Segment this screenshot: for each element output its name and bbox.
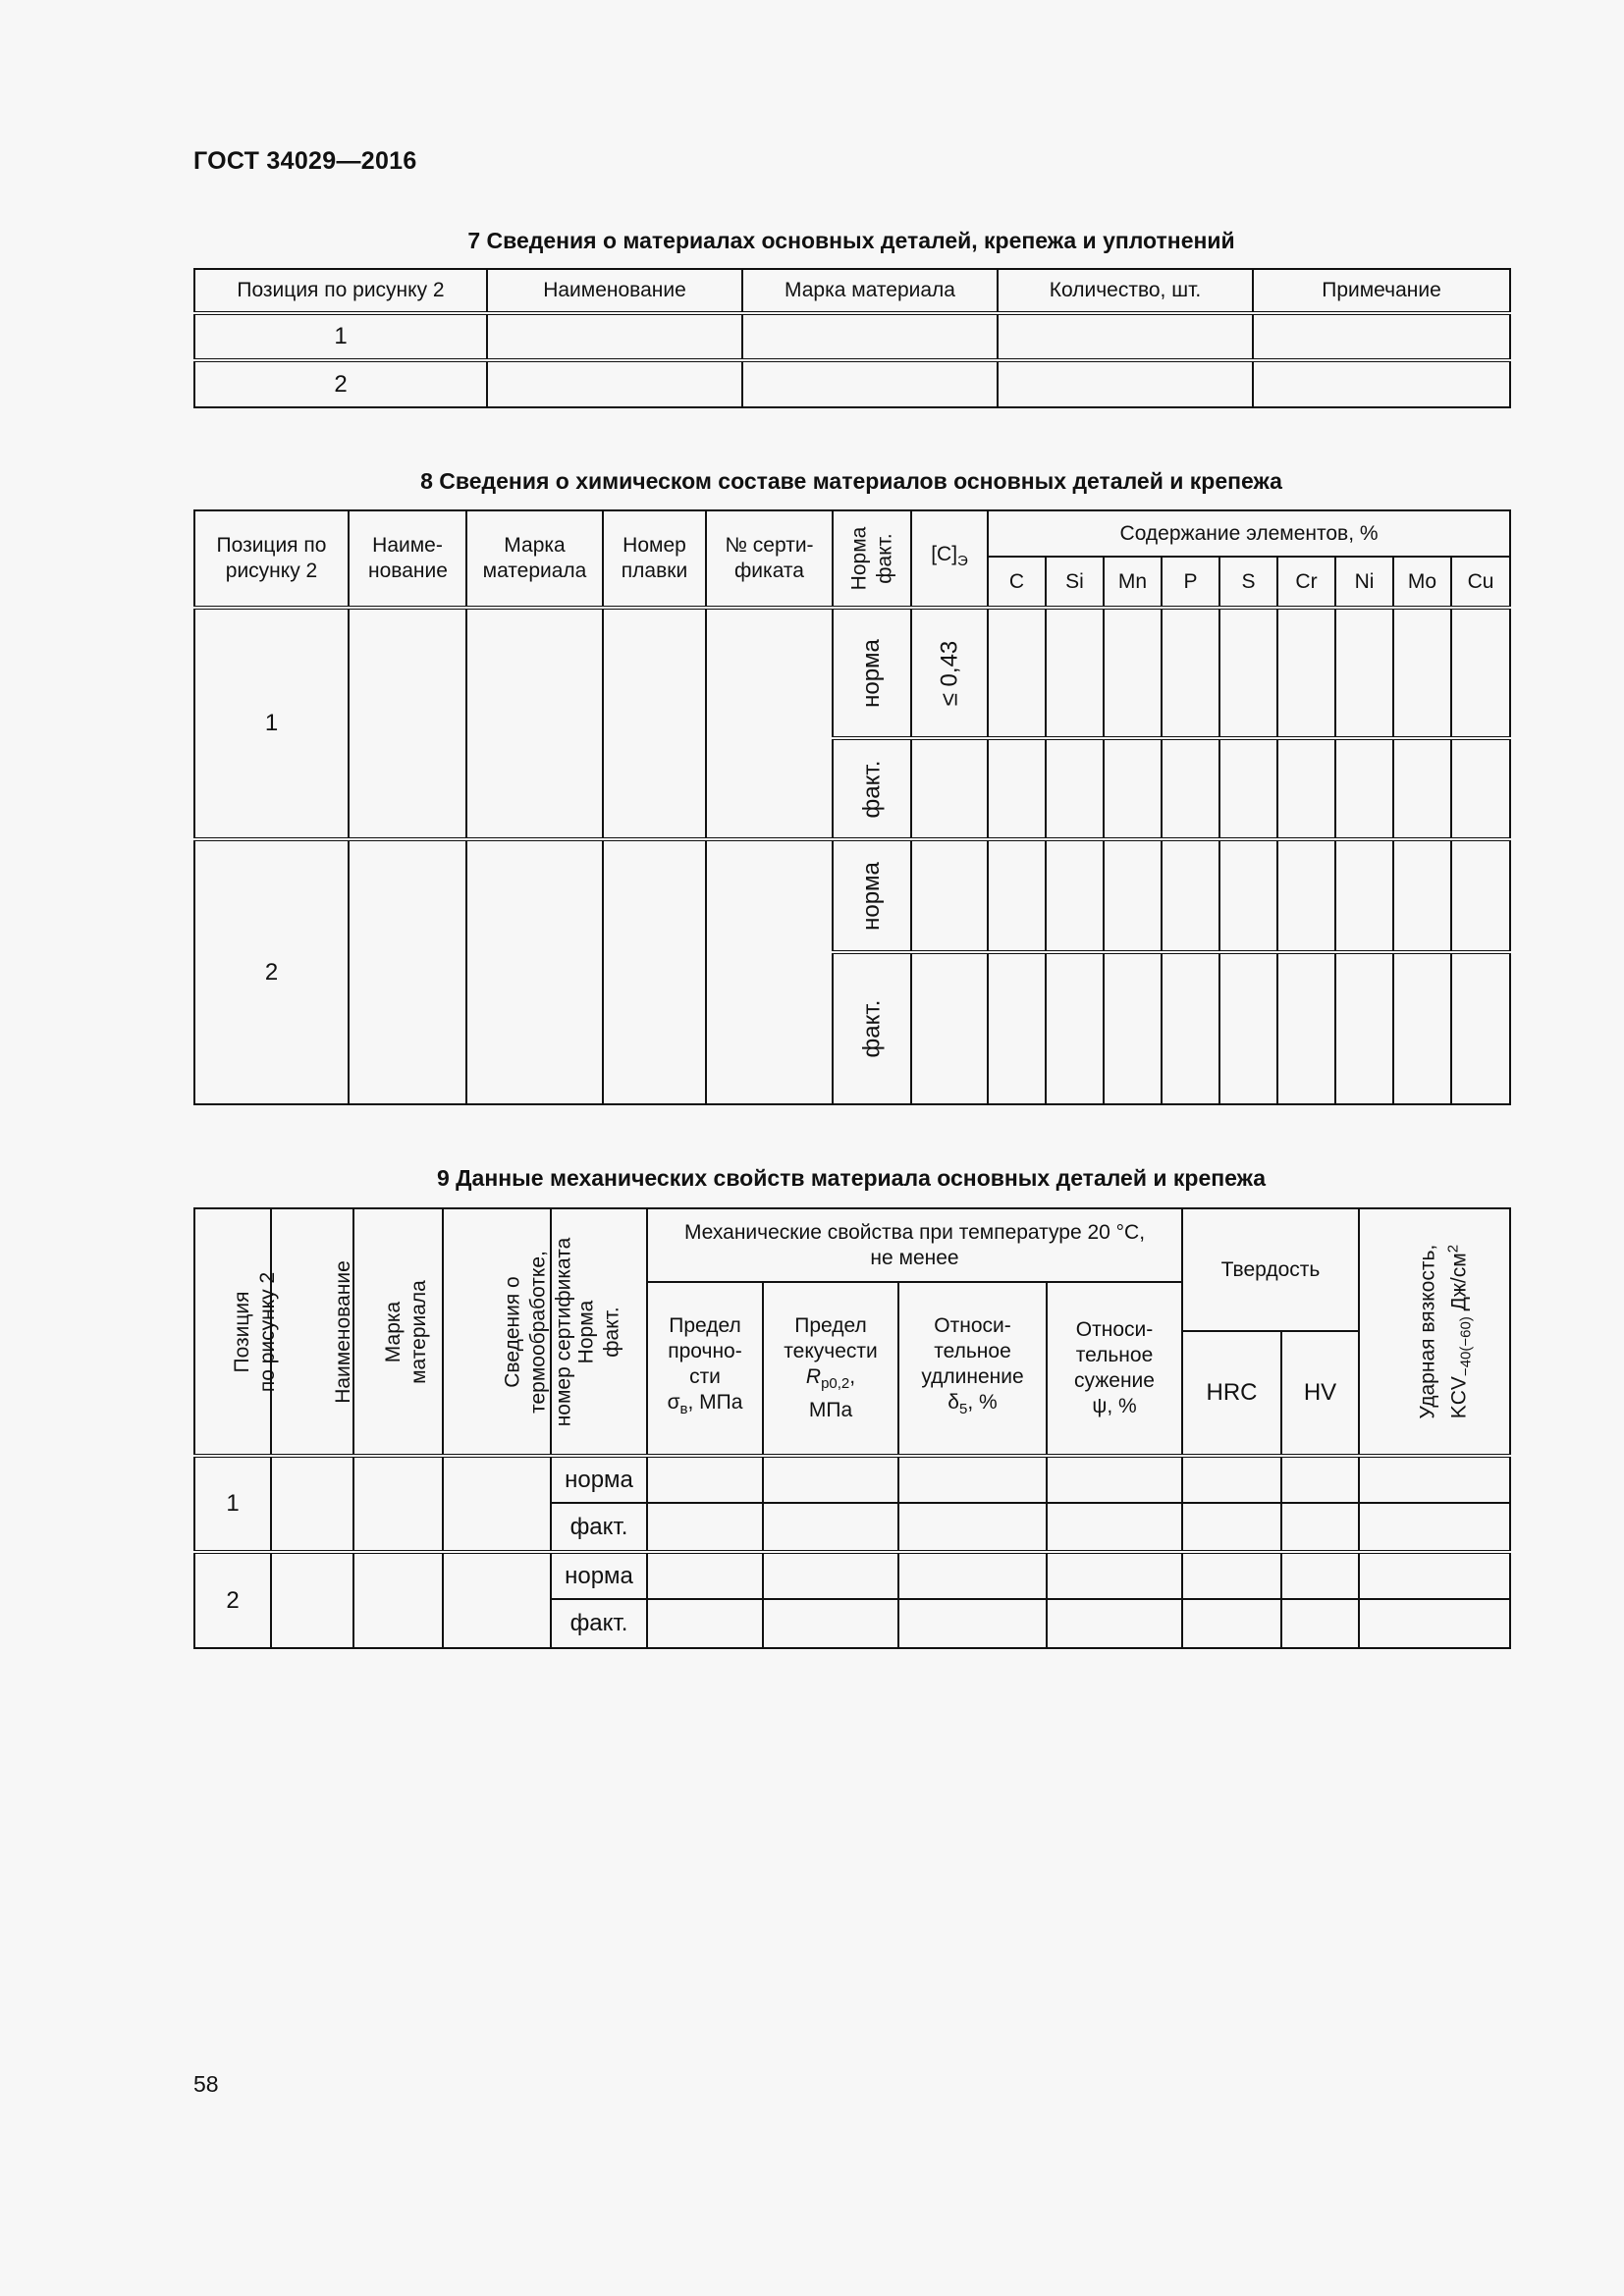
section-7-title: 7 Сведения о материалах основных деталей, крепежа и уплотнений bbox=[467, 228, 1235, 253]
fact-label: факт. bbox=[551, 1599, 647, 1648]
cell-ce-fact[interactable] bbox=[911, 952, 988, 1104]
cell-hrc[interactable] bbox=[1182, 1552, 1281, 1599]
header-element-ni: Ni bbox=[1335, 557, 1393, 608]
cell-impact[interactable] bbox=[1359, 1456, 1510, 1503]
header-material-grade bbox=[466, 510, 603, 608]
header-impact-sup: 2 bbox=[1444, 1244, 1462, 1254]
header-grade-line1: Марка bbox=[381, 1301, 405, 1362]
cell-p[interactable] bbox=[1162, 738, 1219, 839]
cell-quantity[interactable] bbox=[998, 360, 1253, 407]
header-grade-text: Марка материала bbox=[482, 534, 587, 582]
header-heat-line2: термообработке, bbox=[526, 1250, 550, 1414]
row-position: 2 bbox=[194, 360, 487, 407]
section-7-table bbox=[193, 268, 1511, 408]
yield-sub: p0,2 bbox=[821, 1375, 850, 1393]
row-position: 1 bbox=[194, 608, 349, 839]
header-position: Позиция по рисунку 2 bbox=[194, 269, 487, 313]
cell-tensile[interactable] bbox=[647, 1456, 763, 1503]
header-heat-rotated bbox=[500, 1237, 576, 1426]
cell-reduction[interactable] bbox=[1047, 1599, 1182, 1648]
cell-name[interactable] bbox=[271, 1456, 353, 1552]
cell-si[interactable] bbox=[1046, 608, 1104, 738]
header-name bbox=[271, 1208, 353, 1456]
tensile-symbol: σ bbox=[667, 1391, 680, 1415]
header-yield-strength: Предел текучести $R_{p0,2}$, МПа bbox=[763, 1282, 898, 1456]
cell-yield[interactable] bbox=[763, 1503, 898, 1552]
cell-cu[interactable] bbox=[1451, 738, 1510, 839]
norm-label bbox=[833, 839, 911, 952]
header-norm-fact bbox=[833, 510, 911, 608]
header-fact-text: факт. bbox=[872, 533, 895, 584]
header-heat-line3: номер сертификата bbox=[552, 1237, 575, 1426]
header-impact-line1: Ударная вязкость, bbox=[1416, 1244, 1439, 1419]
header-position-text: Позиция по рисунку 2 bbox=[216, 534, 327, 582]
cell-mn[interactable] bbox=[1104, 738, 1162, 839]
cell-hv[interactable] bbox=[1281, 1552, 1359, 1599]
header-cert-text: № серти-фиката bbox=[725, 534, 814, 582]
cell-s[interactable] bbox=[1219, 738, 1277, 839]
cell-name[interactable] bbox=[349, 839, 466, 1104]
cell-cr[interactable] bbox=[1277, 608, 1335, 738]
header-element-si: Si bbox=[1046, 557, 1104, 608]
cell-heat-treatment[interactable] bbox=[443, 1456, 551, 1552]
cell-impact[interactable] bbox=[1359, 1599, 1510, 1648]
cell-si[interactable] bbox=[1046, 952, 1104, 1104]
table-row bbox=[194, 839, 1510, 952]
cell-reduction[interactable] bbox=[1047, 1503, 1182, 1552]
header-tensile-strength bbox=[647, 1282, 763, 1456]
header-impact-kcv: KCV bbox=[1447, 1375, 1471, 1419]
cell-name[interactable] bbox=[271, 1552, 353, 1648]
cell-s[interactable] bbox=[1219, 952, 1277, 1104]
cell-cr[interactable] bbox=[1277, 952, 1335, 1104]
cell-ni[interactable] bbox=[1335, 738, 1393, 839]
cell-material-grade[interactable] bbox=[742, 313, 998, 360]
cell-mn[interactable] bbox=[1104, 839, 1162, 952]
cell-reduction[interactable] bbox=[1047, 1456, 1182, 1503]
ce-norm-value-text: ≤ 0,43 bbox=[936, 640, 962, 706]
cell-si[interactable] bbox=[1046, 839, 1104, 952]
yield-line1: Предел bbox=[794, 1314, 867, 1338]
row-position: 1 bbox=[194, 1456, 271, 1552]
header-element-cr: Cr bbox=[1277, 557, 1335, 608]
cell-elongation[interactable] bbox=[898, 1503, 1047, 1552]
cell-name[interactable] bbox=[487, 313, 742, 360]
cell-p[interactable] bbox=[1162, 952, 1219, 1104]
ce-sub: Э bbox=[957, 553, 968, 570]
header-certificate bbox=[706, 510, 833, 608]
cell-mo[interactable] bbox=[1393, 839, 1451, 952]
reduct-line3: сужение bbox=[1074, 1369, 1155, 1392]
cell-mn[interactable] bbox=[1104, 608, 1162, 738]
row-position: 1 bbox=[194, 313, 487, 360]
header-elongation bbox=[898, 1282, 1047, 1456]
cell-mn[interactable] bbox=[1104, 952, 1162, 1104]
cell-note[interactable] bbox=[1253, 313, 1510, 360]
header-mechanical-properties bbox=[647, 1208, 1182, 1282]
cell-quantity[interactable] bbox=[998, 313, 1253, 360]
fact-label: факт. bbox=[551, 1503, 647, 1552]
elong-sub: 5 bbox=[959, 1401, 968, 1418]
cell-heat-number[interactable] bbox=[603, 839, 706, 1104]
table-row bbox=[194, 360, 1510, 407]
cell-material-grade[interactable] bbox=[742, 360, 998, 407]
cell-ce-norm[interactable] bbox=[911, 839, 988, 952]
section-8-title: 8 Сведения о химическом составе материалов основных деталей и крепежа bbox=[420, 468, 1282, 494]
header-name-text: Наиме-нование bbox=[368, 534, 448, 582]
yield-line2: текучести bbox=[784, 1340, 878, 1363]
cell-elongation[interactable] bbox=[898, 1552, 1047, 1599]
cell-tensile[interactable] bbox=[647, 1503, 763, 1552]
header-element-p: P bbox=[1162, 557, 1219, 608]
cell-ni[interactable] bbox=[1335, 952, 1393, 1104]
fact-label-text: факт. bbox=[858, 999, 885, 1058]
cell-cu[interactable] bbox=[1451, 608, 1510, 738]
header-position-line1: Позиция bbox=[231, 1290, 254, 1373]
cell-hrc[interactable] bbox=[1182, 1503, 1281, 1552]
table-row bbox=[194, 608, 1510, 738]
cell-c[interactable] bbox=[988, 738, 1046, 839]
cell-heat-treatment[interactable] bbox=[443, 1552, 551, 1648]
yield-symbol: R bbox=[805, 1365, 822, 1389]
cell-certificate[interactable] bbox=[706, 608, 833, 839]
header-position bbox=[194, 1208, 280, 1456]
elong-symbol: δ bbox=[947, 1391, 959, 1415]
tensile-line1: Предел bbox=[669, 1314, 741, 1338]
header-hardness: Твердость bbox=[1182, 1208, 1359, 1331]
cell-hrc[interactable] bbox=[1182, 1456, 1281, 1503]
cell-elongation[interactable] bbox=[898, 1456, 1047, 1503]
header-element-cu: Cu bbox=[1451, 557, 1510, 608]
cell-mo[interactable] bbox=[1393, 608, 1451, 738]
table-row bbox=[194, 313, 1510, 360]
norm-label: норма bbox=[551, 1552, 647, 1599]
cell-cr[interactable] bbox=[1277, 738, 1335, 839]
reduct-symbol: ψ bbox=[1092, 1395, 1108, 1417]
cell-yield[interactable] bbox=[763, 1599, 898, 1648]
cell-impact[interactable] bbox=[1359, 1503, 1510, 1552]
header-carbon-equivalent bbox=[911, 510, 988, 608]
elong-line2: тельное bbox=[934, 1340, 1011, 1363]
cell-c[interactable] bbox=[988, 839, 1046, 952]
row-position: 2 bbox=[194, 839, 349, 1104]
header-material-grade: Марка материала bbox=[742, 269, 998, 313]
cell-ni[interactable] bbox=[1335, 839, 1393, 952]
cell-tensile[interactable] bbox=[647, 1552, 763, 1599]
norm-label-text: норма bbox=[857, 861, 885, 931]
elong-line1: Относи- bbox=[934, 1314, 1011, 1338]
elong-unit: , % bbox=[967, 1391, 998, 1415]
cell-material-grade[interactable] bbox=[353, 1456, 443, 1552]
header-element-s: S bbox=[1219, 557, 1277, 608]
header-impact-unit: Дж/см bbox=[1447, 1253, 1471, 1317]
cell-note[interactable] bbox=[1253, 360, 1510, 407]
cell-s[interactable] bbox=[1219, 608, 1277, 738]
cell-mo[interactable] bbox=[1393, 738, 1451, 839]
header-hv: HV bbox=[1281, 1331, 1359, 1456]
tensile-line2: прочно- bbox=[668, 1340, 742, 1363]
header-position-line2: по рисунку 2 bbox=[256, 1271, 280, 1392]
cell-hrc[interactable] bbox=[1182, 1599, 1281, 1648]
header-norm-text: Норма bbox=[846, 526, 870, 591]
tensile-line3: сти bbox=[689, 1365, 721, 1389]
cell-material-grade[interactable] bbox=[466, 608, 603, 839]
cell-cr[interactable] bbox=[1277, 839, 1335, 952]
header-grade-rotated bbox=[381, 1280, 432, 1384]
header-fact-text: факт. bbox=[599, 1306, 623, 1358]
cell-hv[interactable] bbox=[1281, 1456, 1359, 1503]
tensile-sub: в bbox=[679, 1401, 688, 1418]
cell-mo[interactable] bbox=[1393, 952, 1451, 1104]
cell-name[interactable] bbox=[349, 608, 466, 839]
header-norm-fact-rotated bbox=[846, 527, 897, 591]
elong-line3: удлинение bbox=[921, 1365, 1024, 1389]
header-heat-text: Номер плавки bbox=[621, 534, 688, 582]
header-impact-strength bbox=[1359, 1208, 1510, 1456]
norm-label bbox=[833, 608, 911, 738]
header-mech-line2: не менее bbox=[870, 1246, 959, 1269]
header-heat-treatment bbox=[443, 1208, 575, 1456]
cell-elongation[interactable] bbox=[898, 1599, 1047, 1648]
table-row bbox=[194, 1456, 1510, 1503]
header-elements-content: Содержание элементов, % bbox=[988, 510, 1510, 557]
cell-heat-number[interactable] bbox=[603, 608, 706, 839]
cell-p[interactable] bbox=[1162, 839, 1219, 952]
cell-c[interactable] bbox=[988, 608, 1046, 738]
cell-name[interactable] bbox=[487, 360, 742, 407]
header-norm-text: Норма bbox=[573, 1300, 597, 1363]
table-row bbox=[194, 1552, 1510, 1599]
header-element-mo: Mo bbox=[1393, 557, 1451, 608]
header-note: Примечание bbox=[1253, 269, 1510, 313]
header-name-text: Наименование bbox=[331, 1259, 354, 1404]
ce-norm-value bbox=[911, 608, 988, 738]
norm-label-text: норма bbox=[857, 638, 885, 708]
header-position-rotated bbox=[230, 1271, 281, 1391]
header-element-c: C bbox=[988, 557, 1046, 608]
cell-cu[interactable] bbox=[1451, 952, 1510, 1104]
section-9-title: 9 Данные механических свойств материала основных деталей и крепежа bbox=[436, 1165, 1267, 1191]
header-mech-line1: Механические свойства при температуре 20 °C, bbox=[683, 1220, 1146, 1244]
reduct-line2: тельное bbox=[1075, 1344, 1154, 1366]
section-8-table bbox=[193, 509, 1511, 1105]
section-9-table bbox=[193, 1207, 1511, 1649]
header-position bbox=[194, 510, 349, 608]
header-heat-line1: Сведения о bbox=[501, 1275, 524, 1388]
header-hrc: HRC bbox=[1182, 1331, 1281, 1456]
cell-ni[interactable] bbox=[1335, 608, 1393, 738]
yield-unit: МПа bbox=[808, 1398, 853, 1421]
cell-certificate[interactable] bbox=[706, 839, 833, 1104]
ce-main: [C] bbox=[931, 543, 958, 566]
header-impact-rotated bbox=[1415, 1245, 1479, 1419]
cell-c[interactable] bbox=[988, 952, 1046, 1104]
page-number: 58 bbox=[193, 2071, 219, 2097]
cell-cu[interactable] bbox=[1451, 839, 1510, 952]
header-grade-line2: материала bbox=[406, 1279, 430, 1384]
row-position: 2 bbox=[194, 1552, 271, 1648]
tensile-unit: , МПа bbox=[687, 1391, 743, 1415]
cell-si[interactable] bbox=[1046, 738, 1104, 839]
reduct-line1: Относи- bbox=[1075, 1318, 1154, 1341]
header-name: Наименование bbox=[487, 269, 742, 313]
cell-material-grade[interactable] bbox=[466, 839, 603, 1104]
cell-hv[interactable] bbox=[1281, 1503, 1359, 1552]
cell-ce-fact[interactable] bbox=[911, 738, 988, 839]
header-element-mn: Mn bbox=[1104, 557, 1162, 608]
reduct-unit: , % bbox=[1107, 1395, 1137, 1417]
document-header: ГОСТ 34029—2016 bbox=[193, 147, 417, 175]
cell-reduction[interactable] bbox=[1047, 1552, 1182, 1599]
header-heat-number bbox=[603, 510, 706, 608]
cell-p[interactable] bbox=[1162, 608, 1219, 738]
cell-material-grade[interactable] bbox=[353, 1552, 443, 1648]
cell-yield[interactable] bbox=[763, 1456, 898, 1503]
fact-label bbox=[833, 738, 911, 839]
header-impact-sub: −40(−60) bbox=[1457, 1316, 1475, 1376]
header-name bbox=[349, 510, 466, 608]
cell-hv[interactable] bbox=[1281, 1599, 1359, 1648]
header-norm-fact-rotated bbox=[573, 1300, 624, 1363]
cell-yield[interactable] bbox=[763, 1552, 898, 1599]
fact-label bbox=[833, 952, 911, 1104]
cell-tensile[interactable] bbox=[647, 1599, 763, 1648]
cell-impact[interactable] bbox=[1359, 1552, 1510, 1599]
header-material-grade bbox=[353, 1208, 443, 1456]
norm-label: норма bbox=[551, 1456, 647, 1503]
fact-label-text: факт. bbox=[858, 760, 885, 818]
cell-s[interactable] bbox=[1219, 839, 1277, 952]
header-quantity: Количество, шт. bbox=[998, 269, 1253, 313]
header-reduction bbox=[1047, 1282, 1182, 1456]
